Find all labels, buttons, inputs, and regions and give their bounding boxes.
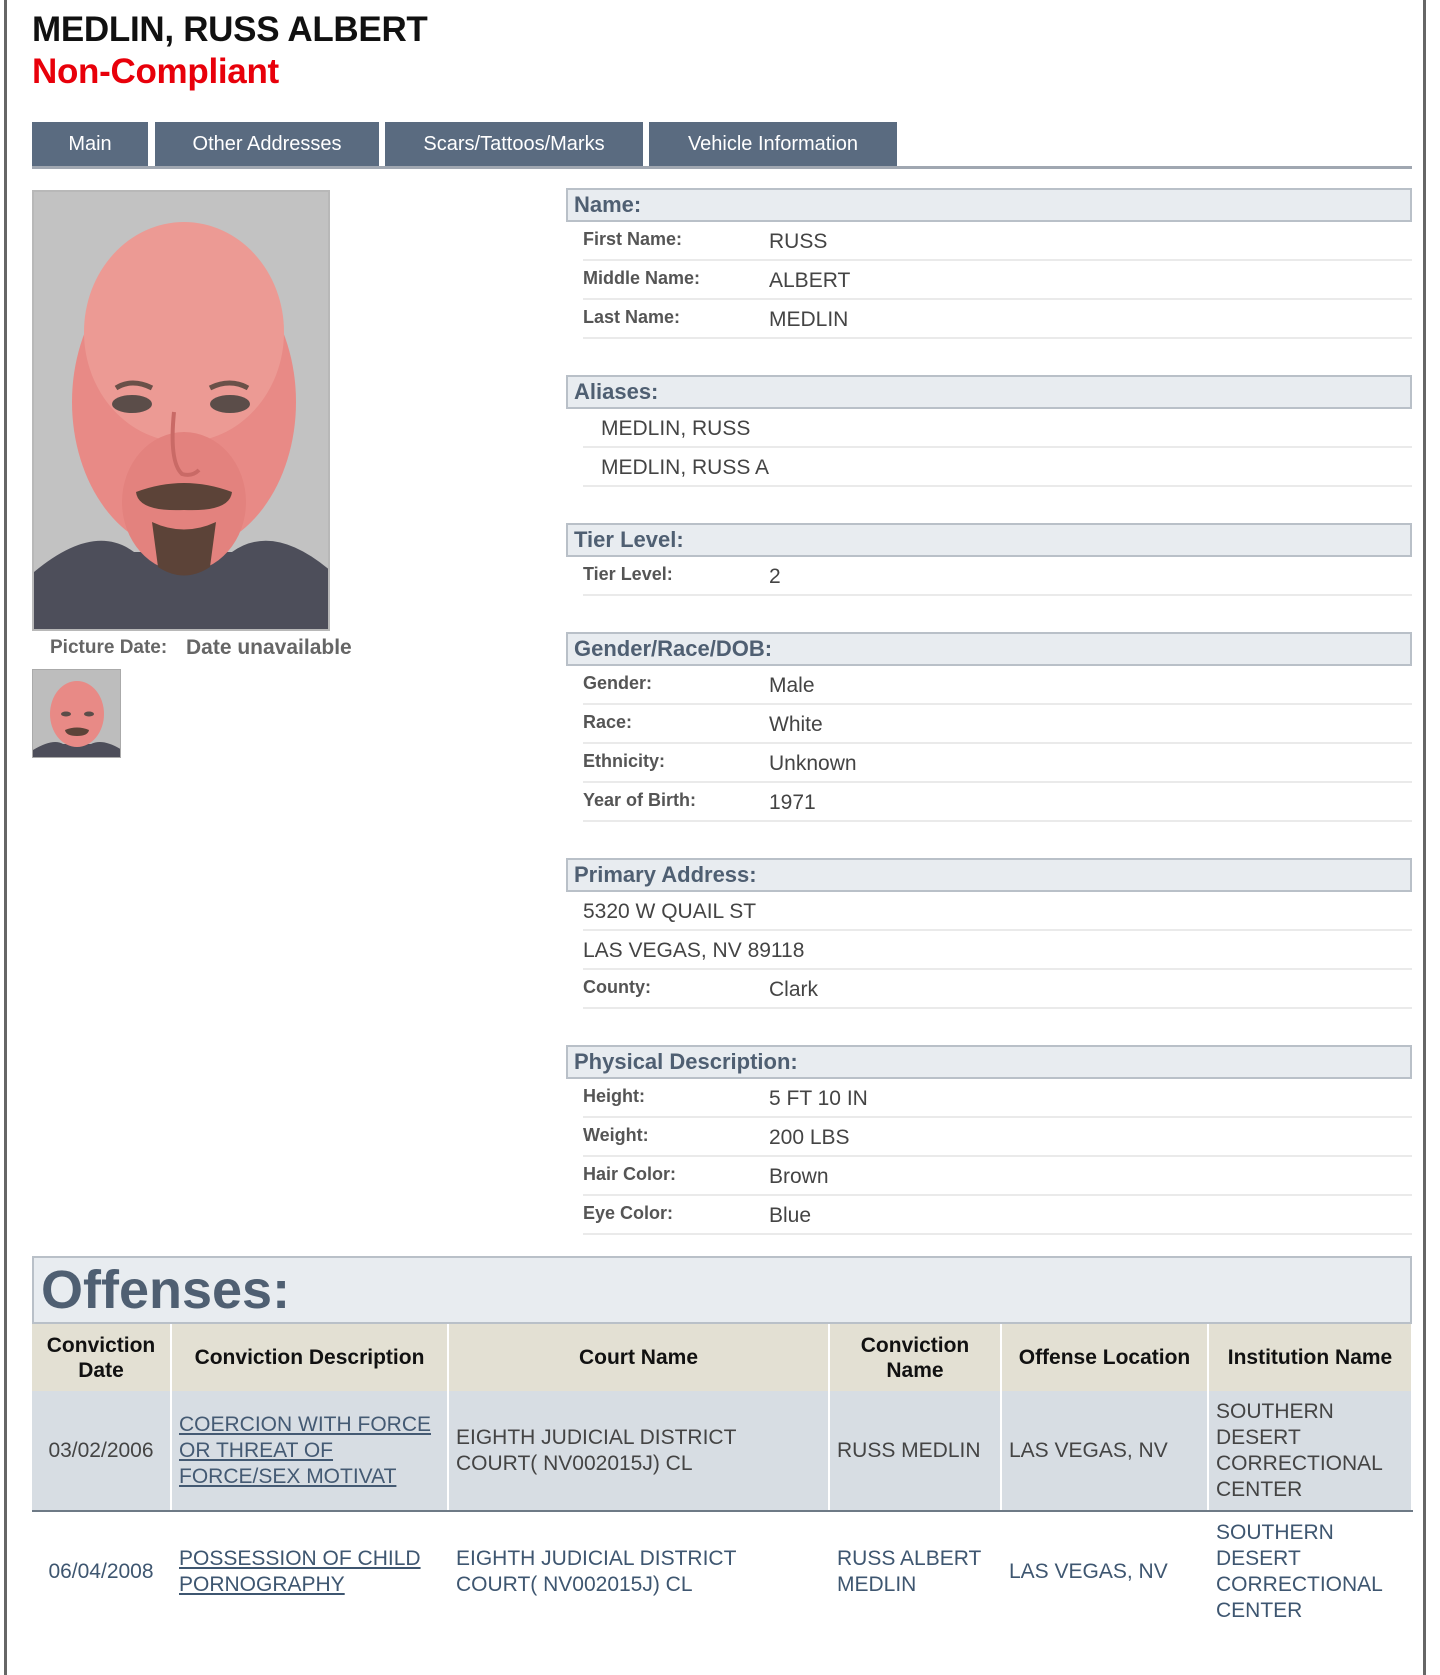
thumbnail-image <box>33 670 121 758</box>
offense-location-cell: LAS VEGAS, NV <box>1001 1391 1208 1511</box>
gender-label: Gender: <box>583 673 653 693</box>
col-header-institution-name: Institution Name <box>1208 1324 1412 1391</box>
address-line-row <box>583 892 1412 931</box>
col-header-conviction-description: Conviction Description <box>171 1324 448 1391</box>
address-section-header: Primary Address: <box>566 858 1412 892</box>
offender-photo[interactable] <box>32 190 330 631</box>
conviction-description-link[interactable]: COERCION WITH FORCE OR THREAT OF FORCE/SEX MOTIVAT <box>179 1412 431 1488</box>
tab-scars-tattoos-marks[interactable]: Scars/Tattoos/Marks <box>385 122 643 166</box>
first-name-value: RUSS <box>769 230 828 253</box>
conviction-description-link[interactable]: POSSESSION OF CHILD PORNOGRAPHY <box>179 1546 421 1596</box>
year-of-birth-row <box>583 783 1412 822</box>
tab-other-addresses[interactable]: Other Addresses <box>155 122 379 166</box>
middle-name-label: Middle Name: <box>583 268 701 288</box>
ethnicity-row <box>583 744 1412 783</box>
hair-color-value: Brown <box>769 1165 829 1188</box>
tab-main[interactable]: Main <box>32 122 148 166</box>
compliance-status: Non-Compliant <box>32 52 279 91</box>
offender-name: MEDLIN, RUSS ALBERT <box>32 10 428 49</box>
last-name-label: Last Name: <box>583 307 681 327</box>
tab-vehicle-information[interactable]: Vehicle Information <box>649 122 897 166</box>
physical-section-header: Physical Description: <box>566 1045 1412 1079</box>
conviction-name-cell: RUSS ALBERT MEDLIN <box>829 1511 1001 1631</box>
middle-name-value: ALBERT <box>769 269 851 292</box>
race-row <box>583 705 1412 744</box>
year-of-birth-label: Year of Birth: <box>583 790 697 810</box>
weight-value: 200 LBS <box>769 1126 850 1149</box>
court-name-cell: EIGHTH JUDICIAL DISTRICT COURT( NV002015J) CL <box>448 1511 829 1631</box>
height-row <box>583 1079 1412 1118</box>
conviction-date-cell: 03/02/2006 <box>32 1391 171 1511</box>
gender-row <box>583 666 1412 705</box>
gender-value: Male <box>769 674 815 697</box>
picture-date-value: Date unavailable <box>186 636 352 659</box>
aliases-section-header: Aliases: <box>566 375 1412 409</box>
conviction-description-cell <box>171 1391 448 1511</box>
tier-row <box>583 557 1412 596</box>
page-frame <box>4 0 1426 1675</box>
address-line-row <box>583 931 1412 970</box>
first-name-row <box>583 222 1412 261</box>
county-value: Clark <box>769 978 819 1001</box>
eye-color-label: Eye Color: <box>583 1203 674 1223</box>
last-name-row <box>583 300 1412 339</box>
alias-value: MEDLIN, RUSS A <box>601 456 770 479</box>
alias-row <box>583 409 1412 448</box>
demographics-section-header: Gender/Race/DOB: <box>566 632 1412 666</box>
county-row <box>583 970 1412 1009</box>
address-line2: LAS VEGAS, NV 89118 <box>583 939 805 962</box>
alias-value: MEDLIN, RUSS <box>601 417 751 440</box>
photo-thumbnail[interactable] <box>32 669 121 758</box>
ethnicity-label: Ethnicity: <box>583 751 666 771</box>
ethnicity-value: Unknown <box>769 752 857 775</box>
alias-row <box>583 448 1412 487</box>
conviction-description-cell <box>171 1511 448 1631</box>
conviction-date-cell: 06/04/2008 <box>32 1511 171 1631</box>
conviction-name-cell: RUSS MEDLIN <box>829 1391 1001 1511</box>
eye-color-value: Blue <box>769 1204 812 1227</box>
eye-color-row <box>583 1196 1412 1235</box>
county-label: County: <box>583 977 651 997</box>
col-header-conviction-date: Conviction Date <box>32 1324 171 1391</box>
height-label: Height: <box>583 1086 645 1106</box>
court-name-cell: EIGHTH JUDICIAL DISTRICT COURT( NV002015J) CL <box>448 1391 829 1511</box>
offenses-section <box>32 1256 1412 1631</box>
address-line1: 5320 W QUAIL ST <box>583 900 757 923</box>
picture-date-label: Picture Date: <box>50 637 168 658</box>
middle-name-row <box>583 261 1412 300</box>
tier-value: 2 <box>769 565 781 588</box>
institution-name-cell: SOUTHERN DESERT CORRECTIONAL CENTER <box>1208 1391 1412 1511</box>
col-header-conviction-name: Conviction Name <box>829 1324 1001 1391</box>
photo-image <box>34 192 330 631</box>
year-of-birth-value: 1971 <box>769 791 816 814</box>
name-section-header: Name: <box>566 188 1412 222</box>
col-header-court-name: Court Name <box>448 1324 829 1391</box>
weight-label: Weight: <box>583 1125 649 1145</box>
offenses-table-header-row <box>32 1324 1412 1391</box>
tab-bar <box>32 122 1412 169</box>
institution-name-cell: SOUTHERN DESERT CORRECTIONAL CENTER <box>1208 1511 1412 1631</box>
tier-section-header: Tier Level: <box>566 523 1412 557</box>
hair-color-label: Hair Color: <box>583 1164 677 1184</box>
weight-row <box>583 1118 1412 1157</box>
table-row <box>32 1511 1412 1631</box>
details-column <box>566 188 1412 1235</box>
offenses-table <box>32 1324 1413 1631</box>
first-name-label: First Name: <box>583 229 683 249</box>
table-row <box>32 1391 1412 1511</box>
height-value: 5 FT 10 IN <box>769 1087 868 1110</box>
last-name-value: MEDLIN <box>769 308 849 331</box>
col-header-offense-location: Offense Location <box>1001 1324 1208 1391</box>
offense-location-cell: LAS VEGAS, NV <box>1001 1511 1208 1631</box>
tier-label: Tier Level: <box>583 564 673 584</box>
hair-color-row <box>583 1157 1412 1196</box>
race-value: White <box>769 713 823 736</box>
race-label: Race: <box>583 712 633 732</box>
offenses-header: Offenses: <box>32 1256 1412 1324</box>
